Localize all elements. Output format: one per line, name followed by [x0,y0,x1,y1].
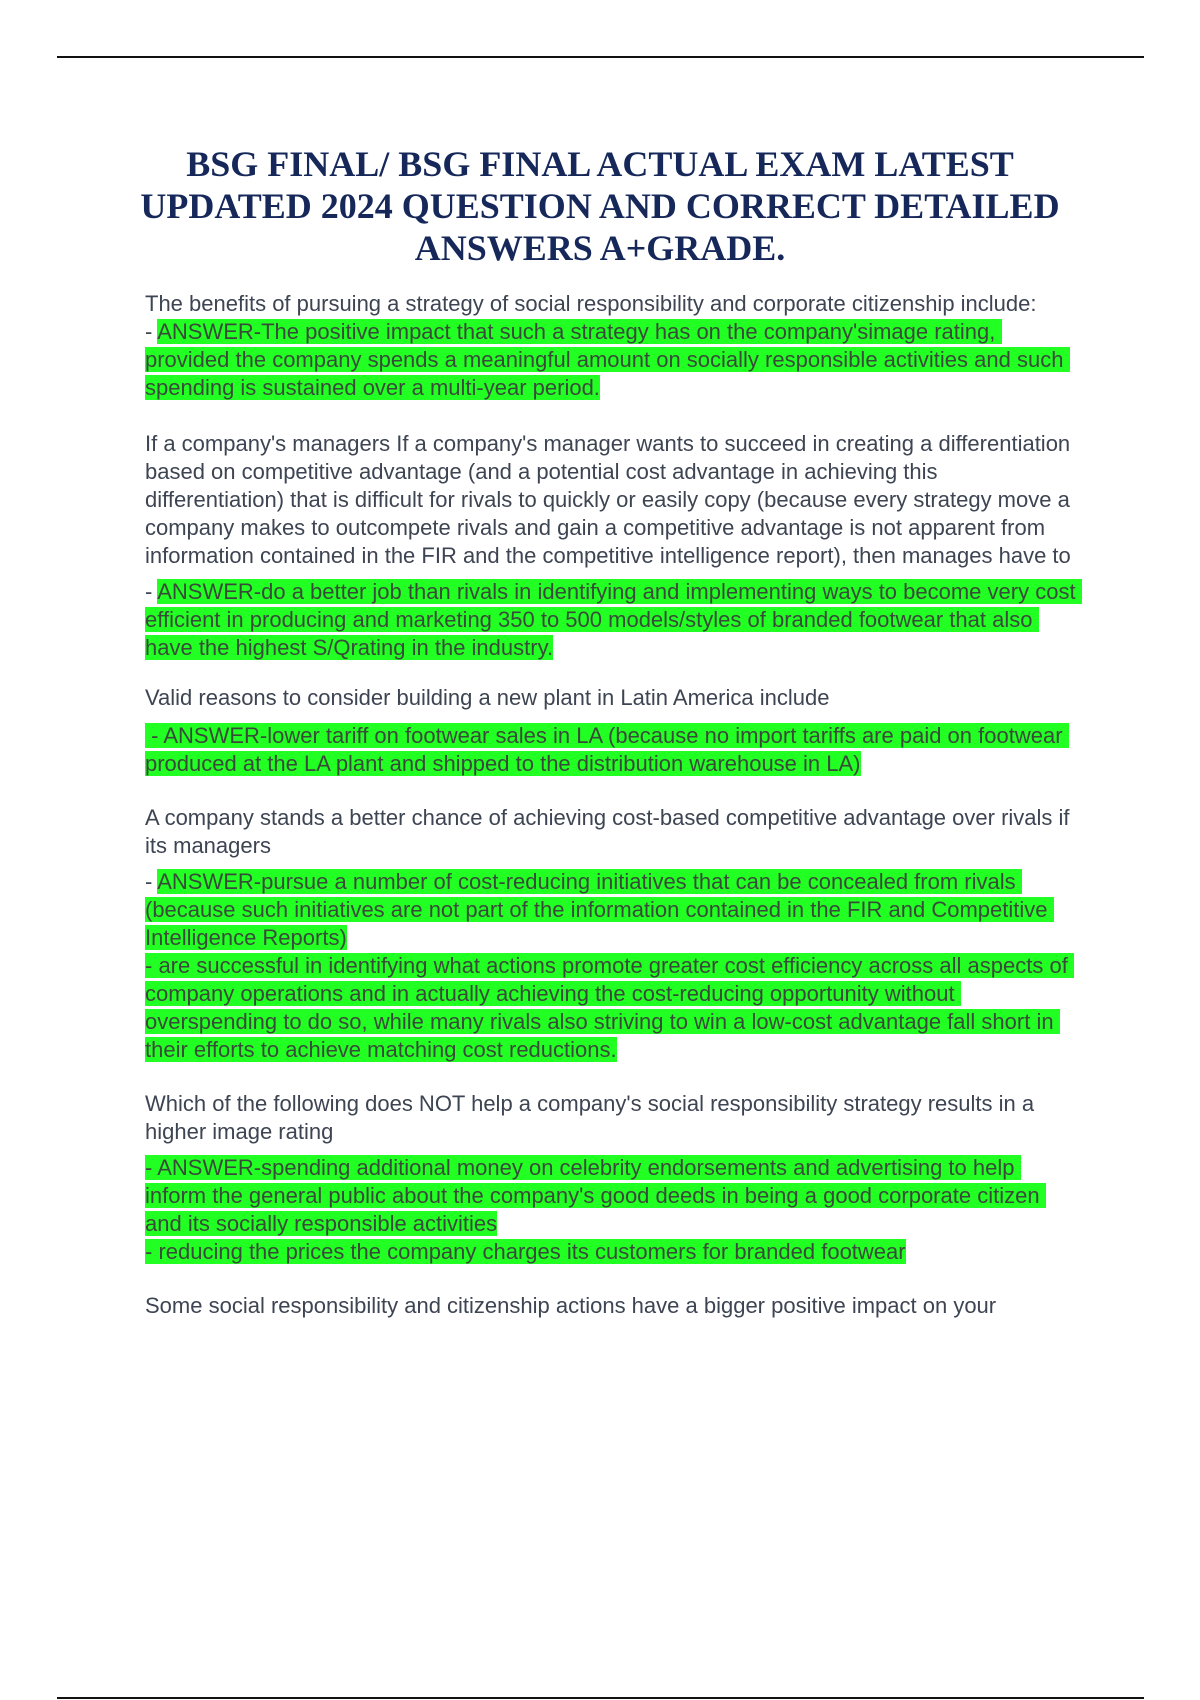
answer-5 [145,1154,1080,1266]
answer-1-prefix: - [145,319,158,344]
answer-4-highlight: ANSWER-pursue a number of cost-reducing initiatives that can be concealed from rivals (because such initiatives are not part of the information contained in the FIR and Competitive Intelligence Reports) - are successful in identifying what actions promote greater cost efficiency across all aspects of company operations and in actually achieving the cost-reducing opportunity without overspending to do so, while many rivals also striving to win a low-cost advantage fall short in their efforts to achieve matching cost reductions. [145,869,1074,1062]
question-4: A company stands a better chance of achieving cost-based competitive advantage over rivals if its managers [145,805,1076,858]
document-body [145,290,1080,1320]
question-1: The benefits of pursuing a strategy of social responsibility and corporate citizenship include: [145,291,1037,316]
answer-4 [145,868,1080,1064]
answer-4-prefix: - [145,869,158,894]
qa-item-1 [145,290,1080,402]
bottom-rule [57,1697,1144,1699]
top-rule [57,56,1144,58]
qa-item-2 [145,430,1080,662]
answer-3-highlight: - ANSWER-lower tariff on footwear sales in LA (because no import tariffs are paid on footwear produced at the LA plant and shipped to the distribution warehouse in LA) [145,723,1069,776]
answer-1-highlight: ANSWER-The positive impact that such a strategy has on the company'simage rating, provided the company spends a meaningful amount on socially responsible activities and such spending is sustained over a multi-year period. [145,319,1070,400]
answer-2-highlight: ANSWER-do a better job than rivals in identifying and implementing ways to become very cost efficient in producing and marketing 350 to 500 models/styles of branded footwear that also have the highest S/Qrating in the industry. [145,579,1082,660]
qa-item-4 [145,804,1080,1064]
qa-item-3 [145,684,1080,778]
answer-3 [145,722,1080,778]
qa-item-5 [145,1090,1080,1266]
answer-1 [145,318,1080,402]
question-6-partial: Some social responsibility and citizenship actions have a bigger positive impact on your [145,1293,997,1318]
answer-5-highlight: - ANSWER-spending additional money on celebrity endorsements and advertising to help inform the general public about the company's good deeds in being a good corporate citizen and its socially responsible activities - reducing the prices the company charges its customers for branded footwear [145,1155,1046,1264]
question-5: Which of the following does NOT help a company's social responsibility strategy results in a higher image rating [145,1091,1041,1144]
answer-2-prefix: - [145,579,158,604]
question-2: If a company's managers If a company's manager wants to succeed in creating a differentiation based on competitive advantage (and a potential cost advantage in achieving this differentiation) that is difficult for rivals to quickly or easily copy (because every strategy move a company makes to outcompete rivals and gain a competitive advantage is not apparent from information contained in the FIR and the competitive intelligence report), then manages have to [145,431,1077,568]
answer-2 [145,578,1080,662]
document-title: BSG FINAL/ BSG FINAL ACTUAL EXAM LATEST UPDATED 2024 QUESTION AND CORRECT DETAILED ANSWERS A+GRADE. [140,144,1060,268]
qa-item-6 [145,1292,1080,1320]
question-3: Valid reasons to consider building a new plant in Latin America include [145,685,830,710]
